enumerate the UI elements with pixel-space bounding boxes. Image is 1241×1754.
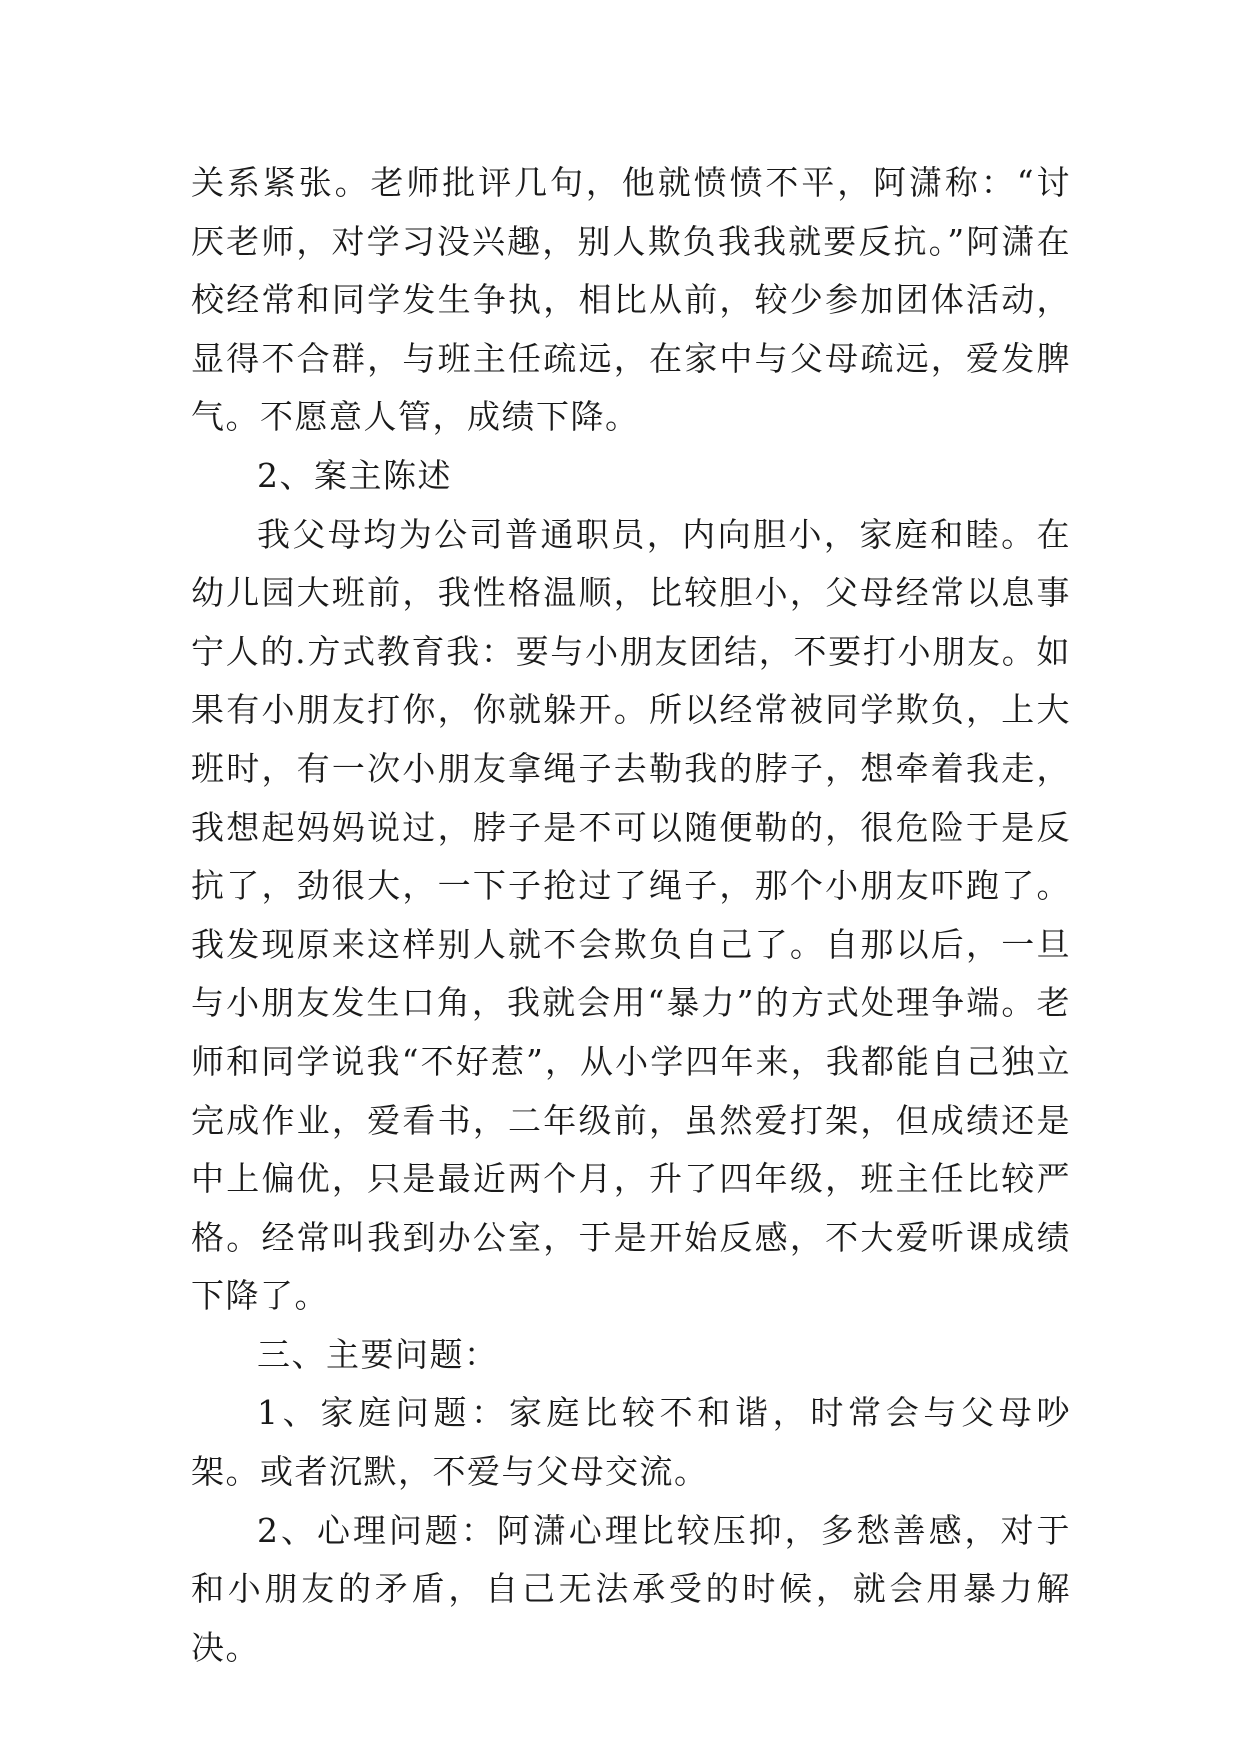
heading-case-statement: 2、案主陈述	[257, 455, 452, 495]
document-body	[191, 154, 1071, 1677]
paragraph-case-statement: 我父母均为公司普通职员，内向胆小，家庭和睦。在幼儿园大班前，我性格温顺，比较胆小，父母经常以息事宁人的.方式教育我：要与小朋友团结，不要打小朋友。如果有小朋友打你，你就躲开。所以经常被同学欺负，上大班时，有一次小朋友拿绳子去勒我的脖子，想牵着我走，我想起妈妈说过，脖子是不可以随便勒的，很危险于是反抗了，劲很大，一下子抢过了绳子，那个小朋友吓跑了。我发现原来这样别人就不会欺负自己了。自那以后，一旦与小朋友发生口角，我就会用“暴力”的方式处理争端。老师和同学说我“不好惹”，从小学四年来，我都能自己独立完成作业，爱看书，二年级前，虽然爱打架，但成绩还是中上偏优，只是最近两个月，升了四年级，班主任比较严格。经常叫我到办公室，于是开始反感，不大爱听课成绩下降了。	[191, 514, 1071, 1316]
paragraph-case-description-continued: 关系紧张。老师批评几句，他就愤愤不平，阿潇称：“讨厌老师，对学习没兴趣，别人欺负我我就要反抗。”阿潇在校经常和同学发生争执，相比从前，较少参加团体活动，显得不合群，与班主任疏远，在家中与父母疏远，爱发脾气。不愿意人管，成绩下降。	[191, 163, 1071, 437]
paragraph-family-problem: 1、家庭问题：家庭比较不和谐，时常会与父母吵架。或者沉默，不爱与父母交流。	[191, 1393, 1071, 1492]
heading-main-problems: 三、主要问题：	[257, 1334, 499, 1374]
paragraph-psychological-problem: 2、心理问题：阿潇心理比较压抑，多愁善感，对于和小朋友的矛盾，自己无法承受的时候，就会用暴力解决。	[191, 1510, 1071, 1667]
